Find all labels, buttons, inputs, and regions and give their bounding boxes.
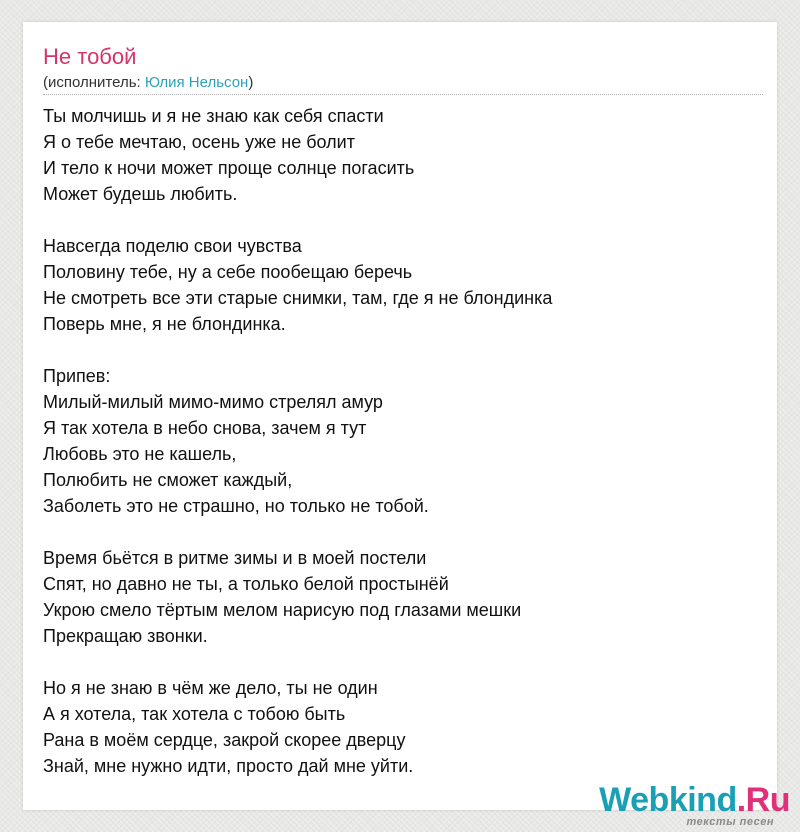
lyrics-line: Полюбить не сможет каждый, [43,470,293,490]
lyrics-line: Может будешь любить. [43,184,238,204]
artist-suffix: ) [248,74,254,91]
lyrics-line: Но я не знаю в чём же дело, ты не один [43,678,378,698]
lyrics-verse [43,103,552,207]
logo-tld: .Ru [736,781,790,819]
lyrics-verse [43,363,552,519]
lyrics-text [43,103,552,805]
lyrics-page [23,22,777,810]
lyrics-line: Половину тебе, ну а себе пообещаю беречь [43,262,413,282]
lyrics-line: Припев: [43,366,111,386]
song-title: Не тобой [43,44,137,69]
lyrics-line: Знай, мне нужно идти, просто дай мне уйти. [43,756,414,776]
logo-brand: Webkind [599,781,737,819]
lyrics-line: А я хотела, так хотела с тобою быть [43,704,346,724]
lyrics-line: Время бьётся в ритме зимы и в моей постели [43,548,427,568]
lyrics-line: Поверь мне, я не блондинка. [43,314,286,334]
lyrics-line: Навсегда поделю свои чувства [43,236,302,256]
lyrics-line: Я так хотела в небо снова, зачем я тут [43,418,367,438]
lyrics-line: Любовь это не кашель, [43,444,237,464]
lyrics-verse [43,545,552,649]
webkind-logo[interactable] [599,780,794,830]
lyrics-verse [43,675,552,779]
lyrics-line: Заболеть это не страшно, но только не тобой. [43,496,429,516]
artist-link[interactable]: Юлия Нельсон [144,74,249,91]
lyrics-line: Спят, но давно не ты, а только белой простынёй [43,574,449,594]
lyrics-line: Укрою смело тёртым мелом нарисую под глазами мешки [43,600,522,620]
lyrics-line: Ты молчишь и я не знаю как себя спасти [43,106,384,126]
lyrics-line: Прекращаю звонки. [43,626,208,646]
artist-prefix: (исполнитель: [43,74,145,91]
lyrics-line: Рана в моём сердце, закрой скорее дверцу [43,730,406,750]
artist-line [43,74,253,92]
lyrics-line: Я о тебе мечтаю, осень уже не болит [43,132,355,152]
lyrics-line: И тело к ночи может проще солнце погасить [43,158,415,178]
lyrics-verse [43,233,552,337]
logo-tagline: тексты песен [686,816,774,828]
logo-wordmark [599,780,790,820]
title-divider [43,94,763,95]
lyrics-line: Милый-милый мимо-мимо стрелял амур [43,392,383,412]
lyrics-line: Не смотреть все эти старые снимки, там, где я не блондинка [43,288,553,308]
